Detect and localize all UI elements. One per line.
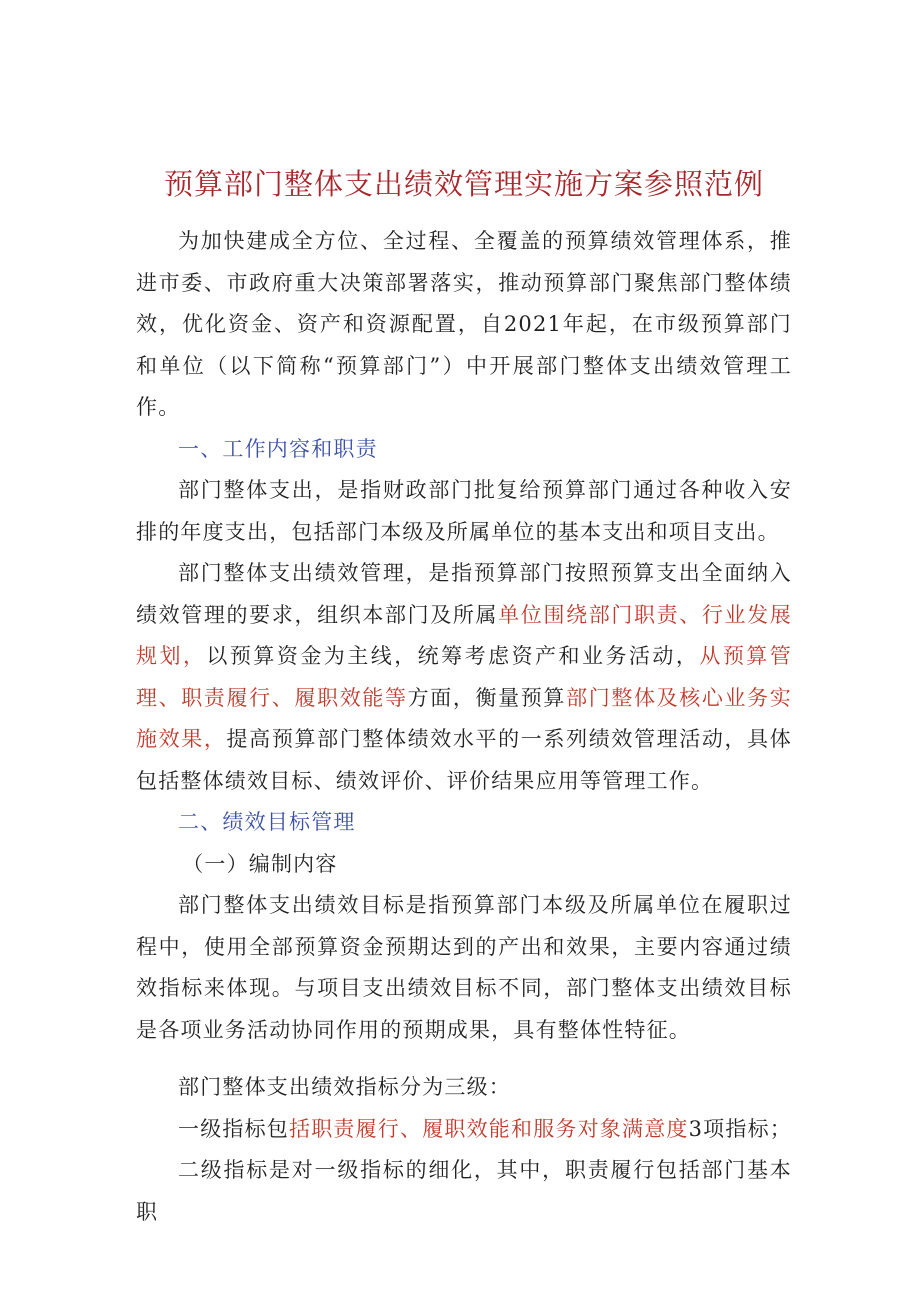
text-segment: 一级指标包 bbox=[178, 1116, 289, 1141]
text-segment: 提高预算部门整体绩效水平的一系列绩效管理活动，具体包括整体绩效目标、绩效评价、评价结果应用等管理工作。 bbox=[136, 727, 792, 793]
highlighted-text: 部门整体及核心业务实施效果， bbox=[136, 685, 792, 751]
highlighted-text: 从预算管理、职责履行、履职效能等 bbox=[136, 644, 792, 710]
paragraph-spacer bbox=[136, 1051, 792, 1067]
paragraph-indicator-levels: 部门整体支出绩效指标分为三级： bbox=[178, 1075, 511, 1099]
intro-paragraph: 为加快建成全方位、全过程、全覆盖的预算绩效管理体系，推进市委、市政府重大决策部署落实，推动预算部门聚焦部门整体绩效，优化资金、资产和资源配置，自2021年起，在市级预算部门和单位（以下简称“预算部门”）中开展部门整体支出绩效管理工作。 bbox=[136, 229, 792, 419]
subheading-compile-content: （一）编制内容 bbox=[182, 851, 338, 876]
text-segment: 3项指标； bbox=[688, 1116, 792, 1141]
document-title: 预算部门整体支出绩效管理实施方案参照范例 bbox=[163, 167, 764, 201]
section-heading-work-content: 一、工作内容和职责 bbox=[178, 436, 378, 461]
highlighted-text: 括职责履行、履职效能和服务对象满意度 bbox=[289, 1116, 689, 1141]
text-segment: 方面，衡量预算 bbox=[407, 685, 567, 710]
paragraph-goal-definition: 部门整体支出绩效目标是指预算部门本级及所属单位在履职过程中，使用全部预算资金预期达到的产出和效果，主要内容通过绩效指标来体现。与项目支出绩效目标不同，部门整体支出绩效目标是各项业务活动协同作用的预期成果，具有整体性特征。 bbox=[136, 893, 792, 1042]
text-segment: 以预算资金为主线，统筹考虑资产和业务活动， bbox=[206, 644, 700, 668]
paragraph-overall-expenditure: 部门整体支出，是指财政部门批复给预算部门通过各种收入安排的年度支出，包括部门本级及所属单位的基本支出和项目支出。 bbox=[136, 478, 792, 544]
paragraph-level-one-indicators bbox=[136, 1109, 792, 1151]
paragraph-performance-management bbox=[136, 553, 792, 802]
text-segment: 部门整体支出绩效管理，是指预算部门按照预算支出全面纳入绩效管理的要求，组织本部门及所属 bbox=[136, 561, 792, 627]
highlighted-text: 单位围绕部门职责、行业发展规划， bbox=[136, 602, 792, 668]
paragraph-level-two-indicators: 二级指标是对一级指标的细化，其中，职责履行包括部门基本职 bbox=[136, 1158, 792, 1224]
section-heading-goal-management: 二、绩效目标管理 bbox=[178, 810, 356, 834]
